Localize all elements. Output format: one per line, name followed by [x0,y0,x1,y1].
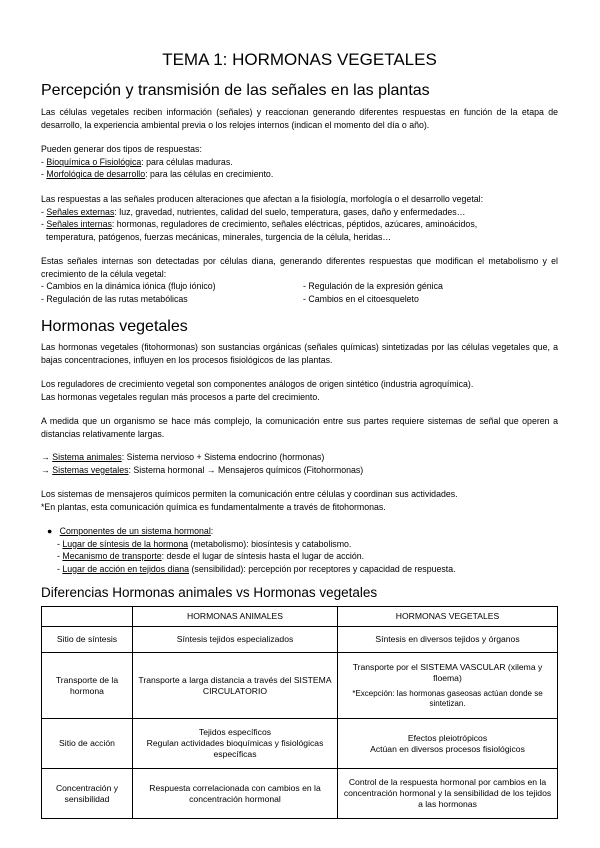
plant-cell: Efectos pleiotrópicos Actúan en diversos procesos fisiológicos [338,719,558,769]
morphological-text: : para las células en crecimiento. [145,169,274,179]
row-label: Transporte de la hormona [42,653,133,719]
section-heading-differences: Diferencias Hormonas animales vs Hormonas vegetales [41,585,378,600]
messengers-paragraph: Los sistemas de mensajeros químicos permiten la comunicación entre células y coordinan sus actividades. [41,489,458,499]
plant-cell [338,653,558,719]
hormones-regulate: Las hormonas vegetales regulan más procesos a parte del crecimiento. [41,391,320,402]
component-dash: - [57,538,63,549]
response-type-morphological: - Morfológica de desarrollo: para las células en crecimiento. [41,169,274,179]
page-title: TEMA 1: HORMONAS VEGETALES [162,50,437,69]
complexity-paragraph: A medida que un organismo se hace más complejo, la comunicación entre sus partes requiere sistemas de señal que operen a distancias relativamente largas. [41,416,558,439]
biochemical-text: : para células maduras. [141,156,233,167]
plant-system [41,464,363,477]
animal-system-text: : Sistema nervioso + Sistema endocrino (hormonas) [121,452,325,462]
external-signals-text: : luz, gravedad, nutrientes, calidad del suelo, temperatura, gases, daño y enfermedades… [114,206,466,217]
table-header-row [42,607,558,627]
animal-cell: Tejidos específicos Regulan actividades bioquímicas y fisiológicas específicas [133,719,338,769]
bullet-icon: ● [47,526,53,536]
animal-cell: Síntesis tejidos especializados [133,627,338,653]
response-type-biochemical: - Bioquímica o Fisiológica: para células maduras. [41,156,233,167]
section-heading-hormones: Hormonas vegetales [41,318,188,335]
plants-note: *En plantas, esta comunicación química es fundamentalmente a través de fitohormonas. [41,501,386,512]
component-dash: - [57,551,63,561]
animal-cell: Respuesta correlacionada con cambios en la concentración hormonal [133,769,338,819]
intro-paragraph: Las células vegetales reciben información (señales) y reaccionan generando diferentes respuestas en función de la etapa de desarrollo, la experiencia ambiental previa o los relojes internos (indican el momento del día o año). [41,107,558,130]
arrow-icon: → [41,464,50,475]
target-cells-paragraph: Estas señales internas son detectadas por células diana, generando diferentes respuestas que modifican el metabolismo y el crecimiento de la célula vegetal: [41,256,558,279]
comparison-table [41,606,558,819]
component-transport-text: : desde el lugar de síntesis hasta el lugar de acción. [161,551,365,561]
component-synthesis-text: (metabolismo): biosíntesis y catabolismo. [188,538,352,549]
internal-signals-continued: temperatura, patógenos, fuerzas mecánicas, minerales, turgencia de la célula, heridas… [46,231,392,242]
response-types-intro: Pueden generar dos tipos de respuestas: [41,144,202,154]
plant-cell-note: *Excepción: las hormonas gaseosas actúan donde se sintetizan. [352,689,543,708]
external-signals: - Señales externas: luz, gravedad, nutrientes, calidad del suelo, temperatura, gases, daño y enfermedades… [41,206,466,217]
effect-metabolic: - Regulación de las rutas metabólicas [41,293,188,304]
table-row [42,627,558,653]
biochemical-term: Bioquímica o Fisiológica [46,156,142,167]
animal-system [41,451,324,464]
effect-gene-expression: - Regulación de la expresión génica [303,281,443,291]
component-transport-term: Mecanismo de transporte [62,551,162,561]
internal-signals-text: : hormonas, reguladores de crecimiento, señales eléctricas, péptidos, azúcares, aminoácidos, [111,219,478,229]
animal-system-term: Sistema animales [52,452,122,462]
component-transport [57,550,364,563]
header-cell-plant: HORMONAS VEGETALES [338,607,558,627]
arrow-icon: → [41,452,50,462]
component-synthesis-term: Lugar de síntesis de la hormona [62,538,189,549]
header-cell-empty [42,607,133,627]
effect-ionic: - Cambios en la dinámica iónica (flujo iónico) [41,281,216,291]
plant-cell: Control de la respuesta hormonal por cambios en la concentración hormonal y la sensibilidad de los tejidos a las hormonas [338,769,558,819]
internal-signals-term: Señales internas [46,219,112,229]
section-heading-perception: Percepción y transmisión de las señales en las plantas [41,82,430,99]
effect-cytoskeleton: - Cambios en el citoesqueleto [303,293,419,304]
row-label: Sitio de acción [42,719,133,769]
table-row [42,719,558,769]
component-action-term: Lugar de acción en tejidos diana [62,563,190,574]
hormone-definition: Las hormonas vegetales (fitohormonas) son sustancias orgánicas (señales químicas) sintetizadas por las células vegetales que, a bajas concentraciones, influyen en los procesos fisiológicos de las plantas. [41,342,558,365]
row-label: Concentración y sensibilidad [42,769,133,819]
arrow-icon: → [206,464,216,475]
components-colon: : [210,526,214,536]
table-row [42,653,558,719]
component-dash: - [57,563,63,574]
plant-cell: Síntesis en diversos tejidos y órganos [338,627,558,653]
components-term: Componentes de un sistema hormonal [59,526,211,536]
plant-system-text-a: : Sistema hormonal [128,464,207,475]
internal-signals: - Señales internas: hormonas, reguladores de crecimiento, señales eléctricas, péptidos, azúcares, aminoácidos, [41,219,478,229]
plant-cell-main: Transporte por el SISTEMA VASCULAR (xilema y floema) [352,662,543,683]
component-synthesis [57,538,351,551]
row-label: Sitio de síntesis [42,627,133,653]
growth-regulators: Los reguladores de crecimiento vegetal son componentes análogos de origen sintético (industria agroquímica). [41,379,474,389]
responses-intro: Las respuestas a las señales producen alteraciones que afectan a la fisiología, morfología o el desarrollo vegetal: [41,194,484,204]
table-row [42,769,558,819]
plant-system-text-b: Mensajeros químicos (Fitohormonas) [215,464,364,475]
header-cell-animal: HORMONAS ANIMALES [133,607,338,627]
component-action-text: (sensibilidad): percepción por receptores y capacidad de respuesta. [189,563,456,574]
components-heading [47,525,213,538]
plant-system-term: Sistemas vegetales [52,464,129,475]
component-action [57,563,456,576]
external-signals-term: Señales externas [46,206,115,217]
animal-cell: Transporte a larga distancia a través del SISTEMA CIRCULATORIO [133,653,338,719]
morphological-term: Morfológica de desarrollo [46,169,146,179]
